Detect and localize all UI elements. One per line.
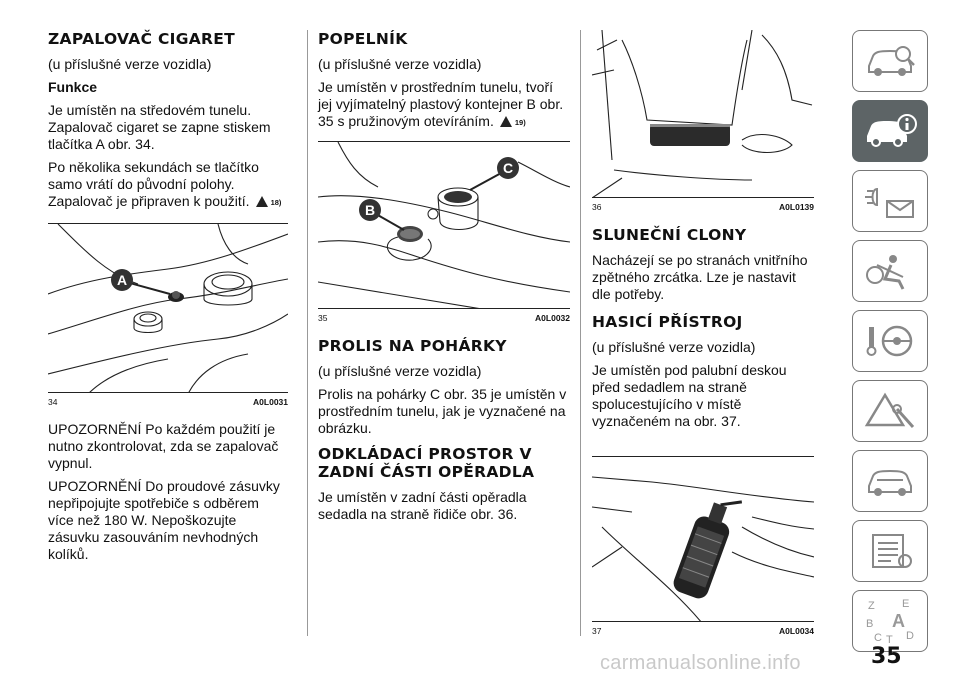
version-note: (u příslušné verze vozidla) [318,363,482,379]
alphabet-index-icon [860,595,920,647]
callout-a: A [116,272,128,288]
tab-maintenance[interactable] [852,450,928,512]
tab-car-overview[interactable] [852,30,928,92]
fire-extinguisher-illustration [592,457,814,622]
tab-technical-data[interactable] [852,520,928,582]
paragraph-ready [48,159,288,211]
heading-sun-visors: SLUNEČNÍ CLONY [592,226,747,244]
heading-storage-l2: ZADNÍ ČÁSTI OPĚRADLA [318,463,535,481]
paragraph-sun-visors: Nacházejí se po stranách vnitřního zpětného zrcátka. Lze je nastavit dle potřeby. [592,252,808,302]
paragraph-location: Je umístěn na středovém tunelu. Zapalovač cigaret se zapne stiskem tlačítka A obr. 34. [48,102,271,152]
figure-number: 37 [592,626,602,636]
page-number: 35 [871,644,902,669]
figure-37-caption [592,626,814,636]
tab-lights-messages[interactable] [852,170,928,232]
heading-cupholder: PROLIS NA POHÁRKY [318,337,507,355]
paragraph-fire-extinguisher: Je umístěn pod palubní deskou před sedadlem na straně spolucestujícího v místě vyznačeném na obr. 37. [592,362,787,429]
callout-c: C [502,160,514,176]
figure-code: A0L0032 [535,313,570,323]
figure-34-caption [48,397,288,407]
column-divider [307,30,308,636]
car-info-icon [863,112,917,150]
figure-number: 35 [318,313,328,323]
paragraph-ashtray-text: Je umístěn v prostředním tunelu, tvoří jej vyjímatelný plastový kontejner B obr. 35 s pružinovým otevíráním. [318,79,564,129]
index-letter: B [866,618,874,630]
index-letter: Z [868,600,875,612]
version-note: (u příslušné verze vozidla) [48,56,212,72]
car-search-icon [863,42,917,80]
tab-safety[interactable] [852,240,928,302]
paragraph-ashtray [318,79,570,131]
index-letter: E [902,598,910,610]
paragraph-ready-text: Po několika sekundách se tlačítko samo vrátí do původní polohy. Zapalovač je připraven k použití. [48,159,259,209]
function-label: Funkce [48,79,98,95]
figure-34 [48,223,288,393]
paragraph-warning-1: UPOZORNĚNÍ Po každém použití je nutno zkontrolovat, zda se zapalovač vypnul. [48,421,279,471]
figure-35 [318,141,570,309]
car-service-icon [863,462,917,500]
version-note: (u příslušné verze vozidla) [318,56,482,72]
tab-index[interactable] [852,590,928,652]
cigarette-lighter-illustration [48,224,288,393]
figure-36 [592,30,814,198]
reference-note: 18) [270,198,282,207]
spec-list-icon [863,531,917,571]
figure-number: 34 [48,397,58,407]
tab-car-info[interactable] [852,100,928,162]
figure-37 [592,456,814,622]
tab-starting-driving[interactable] [852,310,928,372]
heading-ashtray: POPELNÍK [318,30,408,48]
reference-note: 19) [514,118,526,127]
figure-code: A0L0031 [253,397,288,407]
warning-triangle-icon [500,116,512,127]
steering-key-icon [863,321,917,361]
figure-35-caption [318,313,570,323]
seatback-pocket-illustration [592,30,814,198]
ashtray-cupholder-illustration [318,142,570,309]
heading-cigarette-lighter: ZAPALOVAČ CIGARET [48,30,236,48]
column-middle [318,30,570,529]
column-left [48,30,288,569]
heading-fire-extinguisher: HASICÍ PŘÍSTROJ [592,313,743,331]
figure-36-caption [592,202,814,212]
index-letter: A [892,611,905,631]
figure-code: A0L0139 [779,202,814,212]
heading-storage-l1: ODKLÁDACÍ PROSTOR V [318,445,532,463]
watermark: carmanualsonline.info [600,652,801,674]
callout-b: B [364,202,376,218]
column-right [592,30,814,650]
figure-code: A0L0034 [779,626,814,636]
figure-number: 36 [592,202,602,212]
light-message-icon [863,181,917,221]
paragraph-cupholder: Prolis na pohárky C obr. 35 je umístěn v prostředním tunelu, jak je vyznačené na obrázku. [318,386,567,436]
paragraph-storage: Je umístěn v zadní části opěradla sedadla na straně řidiče obr. 36. [318,489,527,522]
index-letter: C [874,632,882,644]
column-divider [580,30,581,636]
airbag-person-icon [863,251,917,291]
paragraph-warning-2: UPOZORNĚNÍ Do proudové zásuvky nepřipojujte spotřebiče s odběrem více než 180 W. Nepoškozujte zásuvku zasouváním nevhodných kolíků. [48,478,280,562]
index-letter: T [886,634,893,646]
warning-triangle-icon [256,196,268,207]
version-note: (u příslušné verze vozidla) [592,339,756,355]
chapter-tabs [852,30,930,660]
warning-tools-icon [863,391,917,431]
tab-emergency[interactable] [852,380,928,442]
index-letter: D [906,630,914,642]
